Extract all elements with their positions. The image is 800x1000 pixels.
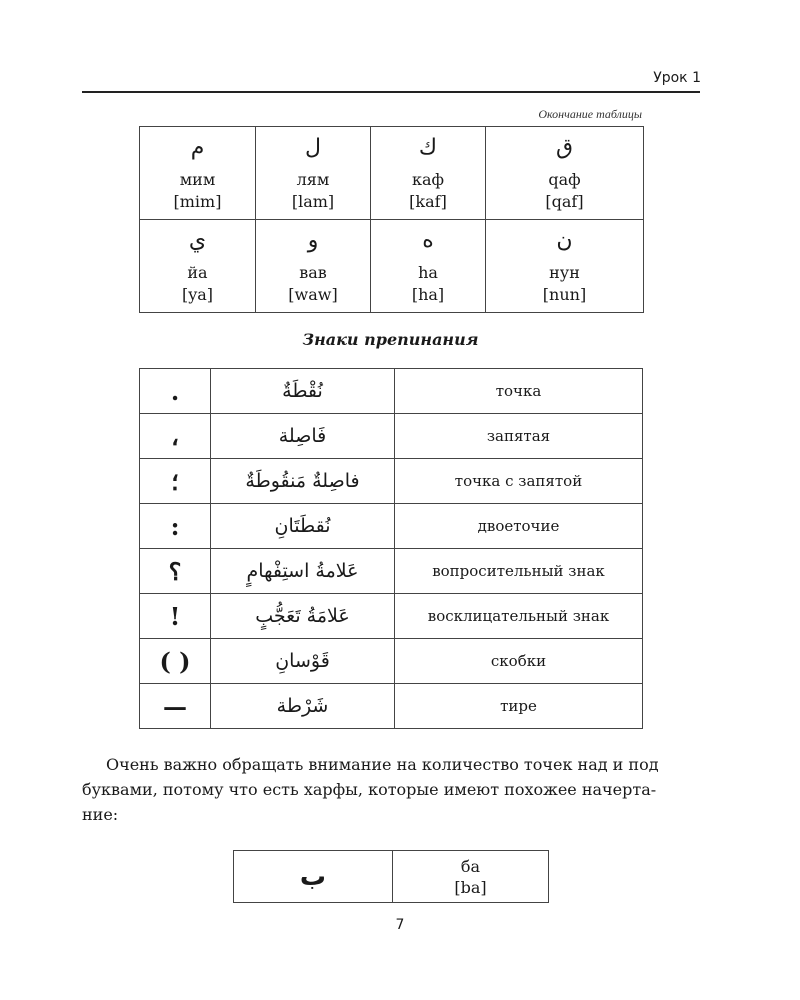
lesson-title: Урок 1 (653, 70, 701, 86)
letter-cell-waw (256, 220, 371, 313)
arabic-letter: ب (234, 851, 393, 903)
letters-table (139, 126, 644, 313)
table-row (140, 220, 644, 313)
letter-cell-kaf (371, 127, 486, 220)
table-row (140, 594, 643, 639)
page-number: 7 (395, 917, 405, 933)
letter-translit: [waw] (288, 285, 338, 304)
punct-symbol: — (140, 684, 211, 729)
table-row (140, 639, 643, 684)
ba-table (233, 850, 549, 903)
arabic-letter: ك (418, 135, 438, 160)
arabic-letter: ق (555, 135, 574, 160)
table-row (234, 851, 549, 903)
arabic-letter: و (307, 228, 319, 253)
letter-translit: [mim] (173, 192, 222, 211)
punct-russian-name: точка (395, 369, 643, 414)
punct-russian-name: точка с запятой (395, 459, 643, 504)
letter-cell-lam (256, 127, 371, 220)
letter-translit: [lam] (291, 192, 335, 211)
letter-translit: [ha] (411, 285, 445, 304)
punct-symbol: . (140, 369, 211, 414)
punctuation-table (139, 368, 643, 729)
letter-translit: [qaf] (545, 192, 584, 211)
table-row (140, 127, 644, 220)
punct-arabic-name: عَلامَةُ تَعَجُّبٍ (211, 594, 395, 639)
arabic-letter: م (190, 135, 205, 160)
letter-translit: [kaf] (409, 192, 447, 211)
letter-name: мим (179, 170, 216, 189)
punct-symbol: ( ) (140, 639, 211, 684)
punct-russian-name: запятая (395, 414, 643, 459)
table-row (140, 414, 643, 459)
punct-arabic-name: فَاصِلة (211, 414, 395, 459)
letter-translit: [ya] (181, 285, 214, 304)
table-row (140, 549, 643, 594)
punct-symbol: ؛ (140, 459, 211, 504)
table-row (140, 684, 643, 729)
punctuation-section-title: Знаки препинания (302, 330, 479, 349)
punct-russian-name: вопросительный знак (395, 549, 643, 594)
punct-symbol: ، (140, 414, 211, 459)
punct-arabic-name: فاصِلةٌ مَنقُوطَةٌ (211, 459, 395, 504)
paragraph-line (82, 752, 700, 777)
arabic-letter: ه (422, 228, 434, 253)
paragraph-line: буквами, потому что есть харфы, которые имеют похожее начерта- (82, 780, 657, 799)
letter-cell-mim (140, 127, 256, 220)
letter-name: йа (187, 263, 208, 282)
letter-name: лям (296, 170, 330, 189)
letter-name: ба (460, 856, 481, 876)
header-rule (82, 91, 700, 93)
arabic-letter: ي (188, 228, 207, 253)
letter-name: qаф (548, 170, 581, 189)
letter-cell-ya (140, 220, 256, 313)
punct-russian-name: скобки (395, 639, 643, 684)
punct-arabic-name: قَوْسانِ (211, 639, 395, 684)
punct-russian-name: двоеточие (395, 504, 643, 549)
letter-cell-qaf (486, 127, 644, 220)
punct-symbol: ! (140, 594, 211, 639)
paragraph-line: ние: (82, 805, 119, 824)
table-row (140, 369, 643, 414)
punct-arabic-name: عَلامةُ استِفْهامٍ (211, 549, 395, 594)
punct-arabic-name: نُقْطَةٌ (211, 369, 395, 414)
letter-translit: [ba] (454, 877, 487, 897)
table-row (140, 504, 643, 549)
letter-name: каф (411, 170, 445, 189)
punct-russian-name: тире (395, 684, 643, 729)
arabic-letter: ل (305, 135, 321, 160)
letter-name: нун (549, 263, 580, 282)
punct-arabic-name: شَرْطة (211, 684, 395, 729)
punct-russian-name: восклицательный знак (395, 594, 643, 639)
letter-cell-ha (371, 220, 486, 313)
arabic-letter: ن (556, 228, 573, 253)
letter-cell-nun (486, 220, 644, 313)
punct-symbol: ؟ (140, 549, 211, 594)
table-continuation-caption: Окончание таблицы (538, 107, 642, 121)
punct-arabic-name: نُقطَتَانِ (211, 504, 395, 549)
body-paragraph (82, 752, 700, 827)
letter-name: ha (418, 263, 438, 282)
table-row (140, 459, 643, 504)
letter-cell-ba (393, 851, 549, 903)
letter-translit: [nun] (542, 285, 587, 304)
punct-symbol: : (140, 504, 211, 549)
paragraph-line-text: Очень важно обращать внимание на количество точек над и под (106, 755, 659, 774)
letter-name: вав (299, 263, 327, 282)
